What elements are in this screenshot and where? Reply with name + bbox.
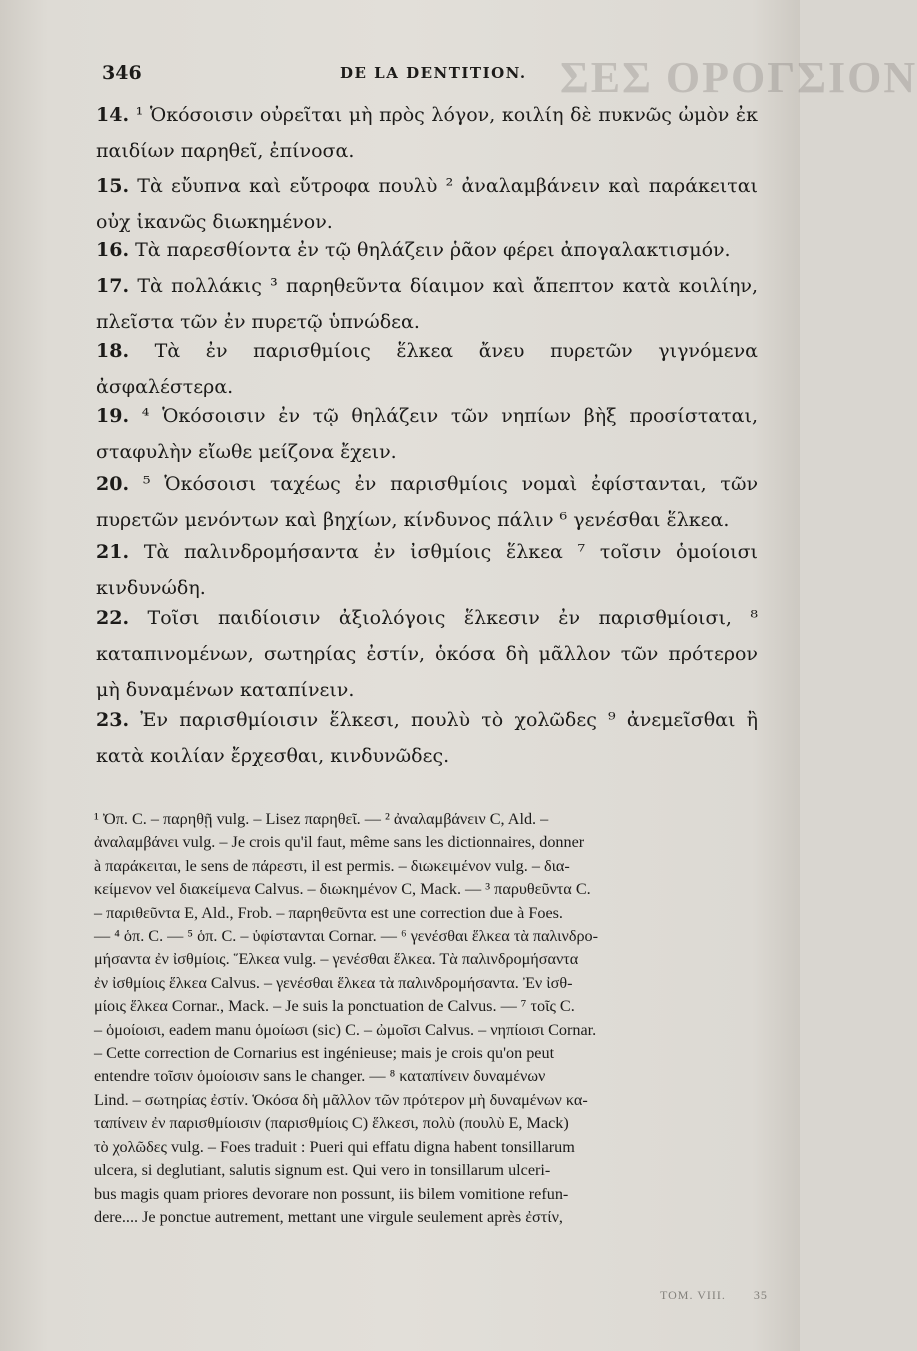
aphorism-14	[96, 97, 758, 169]
footnote-line: bus magis quam priores devorare non possunt, iis bilem vomitione refun-	[94, 1184, 569, 1203]
aphorism-text: ¹ Ὁκόσοισιν οὐρεῖται μὴ πρὸς λόγον, κοιλίη δὲ πυκνῶς ὠμὸν ἐκ παιδίων παρηθεῖ, ἐπίνοσα.	[96, 104, 758, 162]
aphorism-text: Τὰ πολλάκις ³ παρηθεῦντα δίαιμον καὶ ἄπεπτον κατὰ κοιλίην, πλεῖστα τῶν ἐν πυρετῷ ὑπνώδεα.	[96, 275, 758, 333]
aphorism-text: ⁵ Ὁκόσοισι ταχέως ἐν παρισθμίοις νομαὶ ἐφίστανται, τῶν πυρετῶν μενόντων καὶ βηχίων, κίνδυνος πάλιν ⁶ γενέσθαι ἕλκεα.	[96, 473, 758, 531]
aphorism-number: 14.	[96, 104, 130, 126]
aphorism-text: Ἐν παρισθμίοισιν ἕλκεσι, πουλὺ τὸ χολῶδες ⁹ ἀνεμεῖσθαι ἢ κατὰ κοιλίαν ἔρχεσθαι, κινδυνῶδες.	[96, 709, 758, 767]
aphorism-number: 15.	[96, 175, 130, 197]
aphorism-20	[96, 466, 758, 538]
aphorism-number: 21.	[96, 541, 130, 563]
aphorism-number: 16.	[96, 239, 130, 261]
aphorism-17	[96, 268, 758, 340]
footnote-line: μήσαντα ἐν ἰσθμίοις. Ἕλκεα vulg. – γενέσθαι ἕλκεα. Τὰ παλινδρομήσαντα	[94, 950, 579, 969]
footnote-line: entendre τοῖσιν ὁμοίοισιν sans le changer. — ⁸ καταπίνειν δυναμένων	[94, 1067, 546, 1086]
aphorism-text: Τὰ παρεσθίοντα ἐν τῷ θηλάζειν ῥᾶον φέρει ἀπογαλακτισμόν.	[135, 239, 731, 261]
aphorism-19	[96, 398, 758, 470]
footnote-line: τὸ χολῶδες vulg. – Foes traduit : Pueri qui effatu digna habent tonsillarum	[94, 1137, 575, 1156]
page-number: 346	[102, 62, 142, 84]
aphorism-22	[96, 600, 758, 708]
footnote-line: ταπίνειν ἐν παρισθμίοισιν (παρισθμίοις C) ἕλκεσι, πολὺ (πουλὺ E, Mack)	[94, 1114, 569, 1133]
footnote-line: ἀναλαμβάνει vulg. – Je crois qu'il faut, même sans les dictionnaires, donner	[94, 833, 585, 852]
aphorism-text: Τοῖσι παιδίοισιν ἀξιολόγοις ἕλκεσιν ἐν παρισθμίοισι, ⁸ καταπινομένων, σωτηρίας ἐστίν, ὁκόσα δὴ μᾶλλον τῶν πρότερον μὴ δυναμένων καταπίνειν.	[96, 607, 758, 701]
footnote-line: ulcera, si deglutiant, salutis signum est. Qui vero in tonsillarum ulceri-	[94, 1161, 551, 1180]
aphorism-16	[96, 232, 758, 268]
aphorism-number: 17.	[96, 275, 130, 297]
footnote-line: à παράκειται, le sens de πάρεστι, il est permis. – διωκειμένον vulg. – δια-	[94, 856, 570, 875]
aphorism-number: 19.	[96, 405, 130, 427]
aphorism-number: 20.	[96, 473, 130, 495]
footnote-line: μίοις ἕλκεα Cornar., Mack. – Je suis la ponctuation de Calvus. — ⁷ τοῖς C.	[94, 997, 575, 1016]
page-header	[102, 62, 742, 92]
footnote-line: – ὁμοίοισι, eadem manu ὁμοίωσι (sic) C. – ὠμοῖσι Calvus. – νηπίοισι Cornar.	[94, 1020, 597, 1039]
aphorism-text: Τὰ εὔυπνα καὶ εὔτροφα πουλὺ ² ἀναλαμβάνειν καὶ παράκειται οὐχ ἱκανῶς διωκημένον.	[96, 175, 758, 233]
footnote-line: Lind. – σωτηρίας ἐστίν. Ὁκόσα δὴ μᾶλλον τῶν πρότερον μὴ δυναμένων κα-	[94, 1090, 588, 1109]
aphorism-text: Τὰ παλινδρομήσαντα ἐν ἰσθμίοις ἕλκεα ⁷ τοῖσιν ὁμοίοισι κινδυνώδη.	[96, 541, 758, 599]
aphorism-number: 22.	[96, 607, 130, 629]
footnote-line: – παριθεῦντα E, Ald., Frob. – παρηθεῦντα est une correction due à Foes.	[94, 903, 563, 922]
aphorism-21	[96, 534, 758, 606]
aphorism-number: 23.	[96, 709, 130, 731]
footnotes	[94, 808, 756, 1229]
aphorism-18	[96, 333, 758, 405]
footnote-line: ¹ Ὀπ. C. – παρηθῇ vulg. – Lisez παρηθεῖ. — ² ἀναλαμβάνειν C, Ald. –	[94, 810, 549, 828]
aphorism-23	[96, 702, 758, 774]
show-through-text: ΣΕΣ ΟΡΟΓΣΙΟΝ	[560, 53, 917, 102]
footnote-line: ἐν ἰσθμίοις ἕλκεα Calvus. – γενέσθαι ἕλκεα τὰ παλινδρομήσαντα. Ἐν ἰσθ-	[94, 973, 573, 992]
footnote-line: — ⁴ ὁπ. C. — ⁵ ὁπ. C. – ὑφίστανται Cornar. — ⁶ γενέσθαι ἕλκεα τὰ παλινδρο-	[94, 927, 599, 946]
aphorism-text: Τὰ ἐν παρισθμίοις ἕλκεα ἄνευ πυρετῶν γιγνόμενα ἀσφαλέστερα.	[96, 340, 758, 398]
footnote-line: – Cette correction de Cornarius est ingénieuse; mais je crois qu'on peut	[94, 1044, 555, 1063]
running-title: DE LA DENTITION.	[340, 64, 527, 82]
aphorism-15	[96, 168, 758, 240]
footnote-line: κείμενον vel διακείμενα Calvus. – διωκημένον C, Mack. — ³ παρυθεῦντα C.	[94, 880, 591, 899]
footnote-line: dere.... Je ponctue autrement, mettant une virgule seulement après ἐστίν,	[94, 1207, 563, 1226]
aphorism-text: ⁴ Ὁκόσοισιν ἐν τῷ θηλάζειν τῶν νηπίων βὴξ προσίσταται, σταφυλὴν εἴωθε μείζονα ἔχειν.	[96, 405, 758, 463]
aphorism-number: 18.	[96, 340, 130, 362]
show-through-footer: TOM. VIII. 35	[660, 1288, 768, 1302]
